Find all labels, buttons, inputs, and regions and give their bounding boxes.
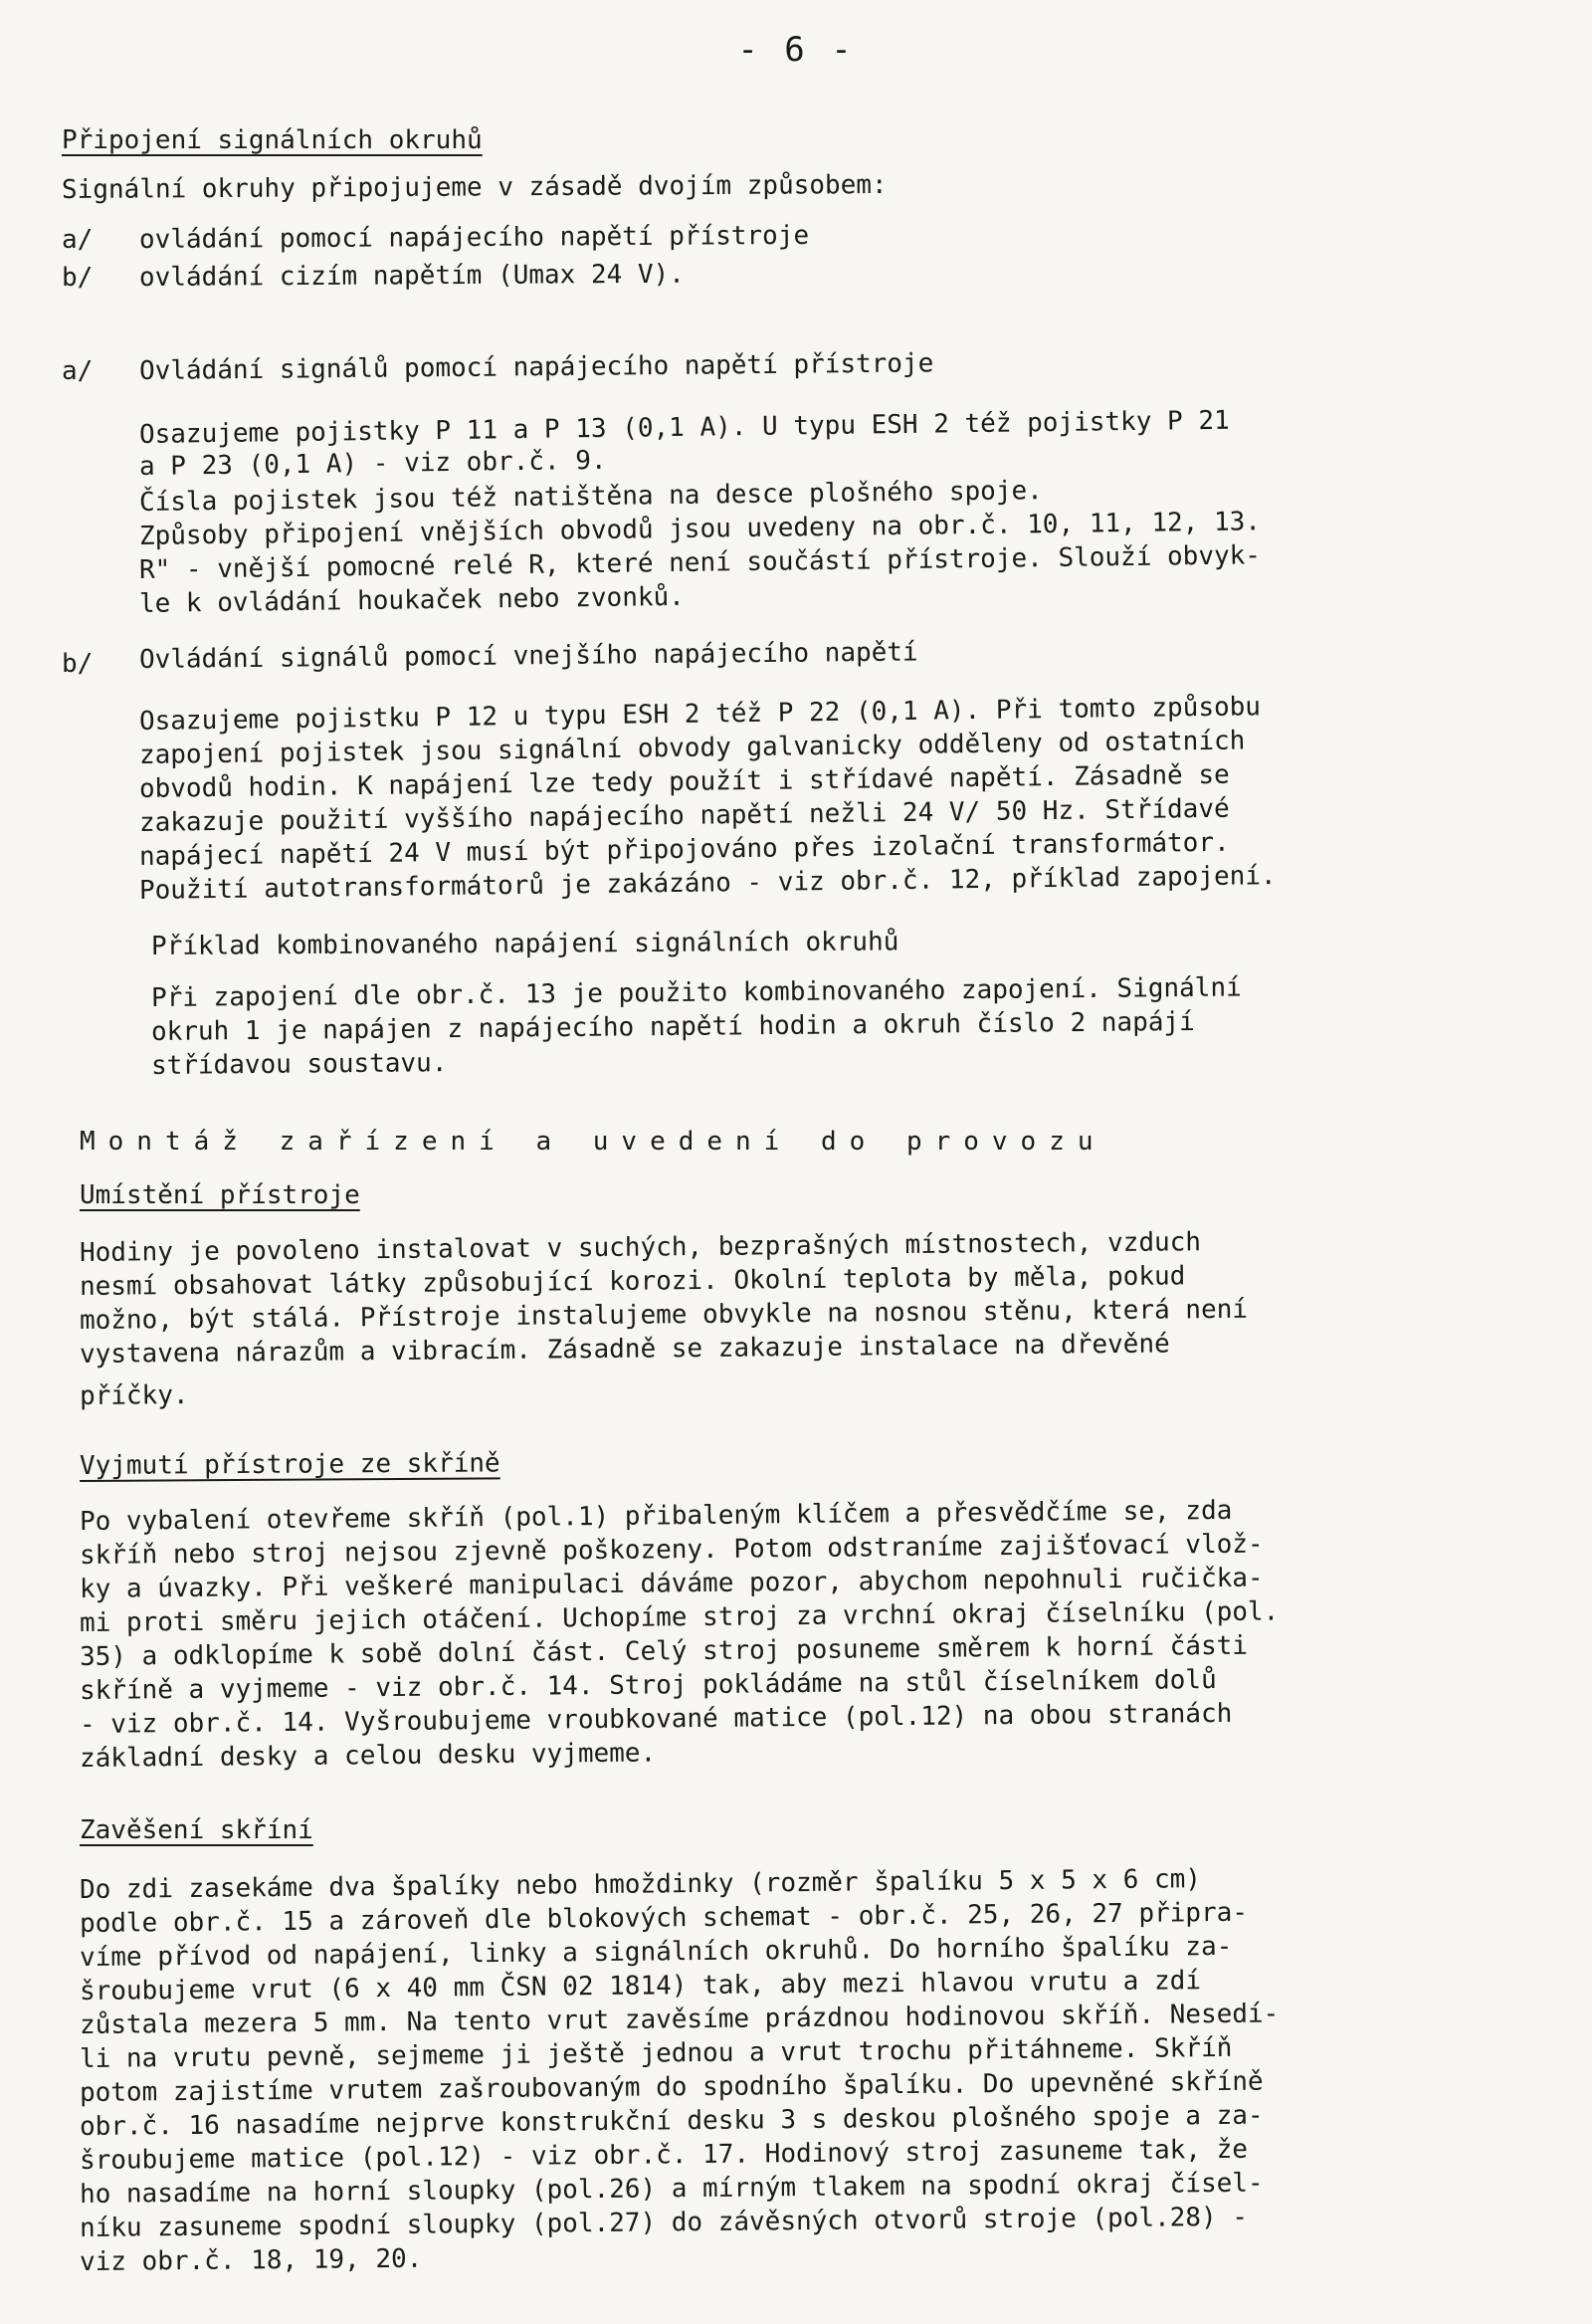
removal-line: skříně a vyjmeme - viz obr.č. 14. Stroj pokládáme na stůl číselníkem dolů (79, 1665, 1217, 1706)
placement-line: možno, být stálá. Přístroje instalujeme obvykle na nosnou stěnu, která není (79, 1294, 1249, 1336)
subsection-b-marker: b/ (62, 649, 94, 679)
option-a-text: ovládání pomocí napájecího napětí přístroje (138, 220, 810, 255)
subsection-b-heading: Ovládání signálů pomocí vnejšího napájecího napětí (138, 637, 918, 675)
subsection-a-line: a P 23 (0,1 A) - viz obr.č. 9. (138, 445, 607, 482)
subsection-a-line: Způsoby připojení vnějších obvodů jsou uvedeny na obr.č. 10, 11, 12, 13. (138, 507, 1262, 551)
example-line: střídavou soustavu. (150, 1048, 448, 1081)
hanging-line: níku zasuneme spodní sloupky (pol.27) do závěsných otvorů stroje (pol.28) - (79, 2202, 1249, 2243)
hanging-line: ho nasadíme na horní sloupky (pol.26) a mírným tlakem na spodní okraj čísel- (79, 2168, 1264, 2210)
removal-line: skříň nebo stroj nejsou zjevně poškozeny. Potom odstraníme zajišťovací vlož- (79, 1529, 1264, 1571)
removal-line: základní desky a celou desku vyjmeme. (79, 1738, 657, 1774)
subsection-a-line: Osazujeme pojistky P 11 a P 13 (0,1 A). U typu ESH 2 též pojistky P 21 (138, 405, 1230, 450)
subsection-b-line: obvodů hodin. K napájení lze tedy použít i střídavé napětí. Zásadně se (138, 759, 1230, 804)
subsection-a-line: R" - vnější pomocné relé R, které není součástí přístroje. Slouží obvyk- (138, 540, 1262, 585)
option-b-marker: b/ (62, 263, 94, 293)
subsection-a-heading: Ovládání signálů pomocí napájecího napětí přístroje (138, 348, 934, 386)
example-line: Při zapojení dle obr.č. 13 je použito kombinovaného zapojení. Signální (150, 972, 1242, 1013)
page-number: - 6 - (737, 30, 855, 70)
example-line: okruh 1 je napájen z napájecího napětí hodin a okruh číslo 2 napájí (150, 1006, 1195, 1047)
placement-line: příčky. (79, 1379, 189, 1411)
signal-intro: Signální okruhy připojujeme v zásadě dvojím způsobem: (61, 169, 888, 205)
hanging-line: obr.č. 16 nasadíme nejprve konstrukční desku 3 s deskou plošného spoje a za- (79, 2100, 1264, 2142)
removal-line: Po vybalení otevřeme skříň (pol.1) přibaleným klíčem a přesvědčíme se, zda (79, 1495, 1233, 1537)
removal-line: ky a úvazky. Při veškeré manipulaci dáváme pozor, abychom nepohnuli ručička- (79, 1563, 1264, 1604)
hanging-line: potom zajistíme vrutem zašroubovaným do spodního špalíku. Do upevněné skříně (79, 2066, 1264, 2108)
example-heading: Příklad kombinovaného napájení signálních okruhů (150, 927, 899, 961)
section-heading-signal-circuits: Připojení signálních okruhů (62, 125, 483, 155)
hanging-line: podle obr.č. 15 a zároveň dle blokových schemat - obr.č. 25, 26, 27 připra- (79, 1897, 1249, 1939)
hanging-line: viz obr.č. 18, 19, 20. (79, 2243, 423, 2277)
hanging-line: víme přívod od napájení, linky a signálních okruhů. Do horního špalíku za- (79, 1931, 1233, 1973)
subsection-b-line: napájecí napětí 24 V musí být připojováno přes izolační transformátor. (138, 827, 1230, 872)
subsection-b-line: Osazujeme pojistku P 12 u typu ESH 2 též P 22 (0,1 A). Při tomto způsobu (138, 692, 1262, 737)
subsection-b-line: zapojení pojistek jsou signální obvody galvanicky odděleny od ostatních (138, 726, 1246, 770)
option-a-marker: a/ (62, 225, 94, 255)
subheading-hanging: Zavěšení skříní (80, 1815, 313, 1845)
hanging-line: li na vrutu pevně, sejmeme ji ještě jednou a vrut trochu přitáhneme. Skříň (79, 2032, 1233, 2074)
placement-line: Hodiny je povoleno instalovat v suchých, bezprašných místnostech, vzduch (79, 1227, 1202, 1268)
subheading-removal: Vyjmutí přístroje ze skříně (79, 1448, 500, 1481)
hanging-line: Do zdi zasekáme dva špalíky nebo hmoždinky (rozměr špalíku 5 x 5 x 6 cm) (79, 1864, 1202, 1905)
section-heading-installation: Montáž zařízení a uvedení do provozu (80, 1127, 1106, 1157)
option-b-text: ovládání cizím napětím (Umax 24 V). (138, 259, 685, 293)
hanging-line: zůstala mezera 5 mm. Na tento vrut zavěsíme prázdnou hodinovou skříň. Nesedí- (79, 1999, 1280, 2040)
subsection-a-line: Čísla pojistek jsou též natištěna na desce plošného spoje. (138, 476, 1044, 518)
removal-line: - viz obr.č. 14. Vyšroubujeme vroubkované matice (pol.12) na obou stranách (79, 1698, 1233, 1740)
subsection-b-line: zakazuje použití vyššího napájecího napětí nežli 24 V/ 50 Hz. Střídavé (138, 793, 1230, 838)
subsection-b-line: Použití autotransformátorů je zakázáno - viz obr.č. 12, příklad zapojení. (138, 861, 1277, 906)
removal-line: 35) a odklopíme k sobě dolní část. Celý stroj posuneme směrem k horní části (79, 1630, 1249, 1672)
placement-line: nesmí obsahovat látky způsobující korozi. Okolní teplota by měla, pokud (79, 1261, 1186, 1302)
removal-line: mi proti směru jejich otáčení. Uchopíme stroj za vrchní okraj číselníku (pol. (79, 1596, 1280, 1638)
hanging-line: šroubujeme vrut (6 x 40 mm ČSN 02 1814) tak, aby mezi hlavou vrutu a zdí (79, 1966, 1202, 2007)
hanging-line: šroubujeme matice (pol.12) - viz obr.č. 17. Hodinový stroj zasuneme tak, že (79, 2134, 1249, 2176)
placement-line: vystavena nárazům a vibracím. Zásadně se zakazuje instalace na dřevěné (79, 1329, 1170, 1370)
subsection-a-marker: a/ (62, 356, 94, 386)
subheading-placement: Umístění přístroje (80, 1180, 360, 1210)
subsection-a-line: le k ovládání houkaček nebo zvonků. (138, 581, 686, 619)
